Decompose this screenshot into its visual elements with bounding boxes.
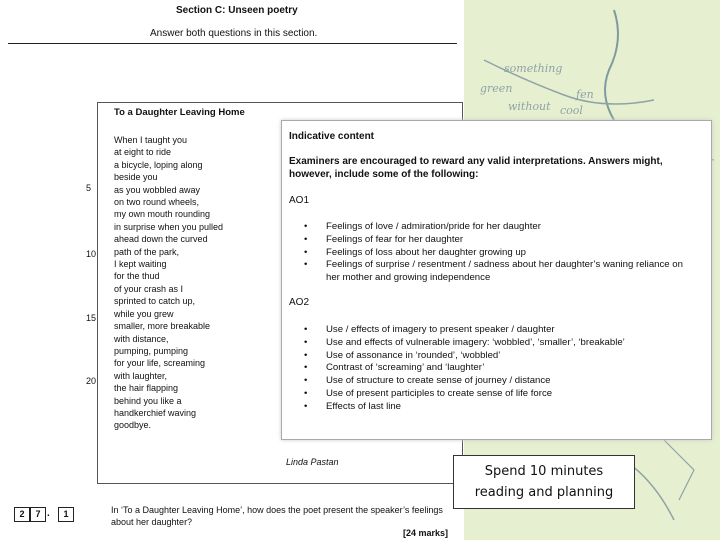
question-text: In ‘To a Daughter Leaving Home’, how does the poet present the speaker’s feelings about her daughter? bbox=[111, 505, 443, 527]
poem-line: the hair flapping bbox=[114, 383, 179, 394]
poem-line: for the thud bbox=[114, 271, 160, 282]
ao2-item: • Use and effects of vulnerable imagery: ‘wobbled’, ‘smaller’, ‘breakable’ bbox=[312, 337, 692, 350]
poem-line: ahead down the curved bbox=[114, 234, 208, 245]
indicative-content-intro: Examiners are encouraged to reward any valid interpretations. Answers might, however, include some of the following: bbox=[289, 156, 663, 180]
background-word: green bbox=[480, 82, 513, 95]
ao2-item: • Use of present participles to create sense of life force bbox=[312, 388, 692, 401]
line-number: 15 bbox=[86, 313, 97, 323]
poem-line: with distance, bbox=[114, 333, 169, 344]
background-word: something bbox=[504, 62, 563, 75]
ao1-item: • Feelings of love / admiration/pride for her daughter bbox=[312, 221, 692, 234]
poem-lines bbox=[114, 134, 223, 432]
poem-line: behind you like a bbox=[114, 395, 182, 406]
ao2-heading: AO2 bbox=[289, 297, 310, 308]
ao2-list bbox=[312, 324, 692, 414]
poem-line: while you grew bbox=[114, 308, 174, 319]
ao2-item: • Effects of last line bbox=[312, 401, 692, 414]
question-number-separator: . bbox=[47, 508, 50, 519]
poem-line: handkerchief waving bbox=[114, 407, 197, 418]
ao2-item: • Use / effects of imagery to present speaker / daughter bbox=[312, 324, 692, 337]
header-divider bbox=[8, 43, 457, 44]
background-word: fen bbox=[576, 88, 594, 101]
poem-line: in surprise when you pulled bbox=[114, 221, 224, 232]
background-word: cool bbox=[560, 104, 583, 117]
poem-line: of your crash as I bbox=[114, 283, 184, 294]
ao1-item: • Feelings of loss about her daughter growing up bbox=[312, 247, 692, 260]
section-instruction: Answer both questions in this section. bbox=[150, 28, 318, 39]
background-word: without bbox=[508, 100, 551, 113]
indicative-content-title: Indicative content bbox=[289, 131, 375, 142]
poem-line: with laughter, bbox=[114, 370, 168, 381]
ao2-item: • Contrast of ‘screaming’ and ‘laughter’ bbox=[312, 362, 692, 375]
poem-line: a bicycle, loping along bbox=[114, 159, 203, 170]
poem-line: on two round wheels, bbox=[114, 197, 200, 208]
section-title: Section C: Unseen poetry bbox=[176, 5, 298, 16]
timing-callout bbox=[453, 455, 635, 509]
poem-line: as you wobbled away bbox=[114, 184, 201, 195]
poem-line: When I taught you bbox=[114, 135, 188, 145]
question-marks: [24 marks] bbox=[403, 528, 449, 538]
ao2-item: • Use of assonance in ‘rounded’, ‘wobbled’ bbox=[312, 350, 692, 363]
poem-line: beside you bbox=[114, 172, 158, 183]
poem-title: To a Daughter Leaving Home bbox=[114, 107, 245, 118]
ao1-heading: AO1 bbox=[289, 195, 310, 206]
poem-line: pumping, pumping bbox=[114, 345, 189, 356]
poem-line: path of the park, bbox=[114, 246, 180, 257]
question-number-box: 1 bbox=[58, 507, 74, 522]
timing-callout-line: Spend 10 minutes bbox=[484, 464, 604, 479]
line-number: 5 bbox=[86, 183, 92, 193]
poem-line: goodbye. bbox=[114, 420, 152, 431]
ao1-item: • Feelings of fear for her daughter bbox=[312, 234, 692, 247]
poem-line: my own mouth rounding bbox=[114, 209, 211, 220]
ao1-list bbox=[312, 221, 692, 285]
question-number-box: 7 bbox=[30, 507, 46, 522]
poem-line: smaller, more breakable bbox=[114, 321, 211, 332]
ao2-item: • Use of structure to create sense of journey / distance bbox=[312, 375, 692, 388]
timing-callout-line: reading and planning bbox=[474, 485, 614, 500]
poem-line: sprinted to catch up, bbox=[114, 296, 196, 307]
line-number: 10 bbox=[86, 249, 97, 259]
line-number: 20 bbox=[86, 376, 97, 386]
poem-line: for your life, screaming bbox=[114, 358, 206, 369]
poem-line: I kept waiting bbox=[114, 259, 167, 270]
ao1-item: • Feelings of surprise / resentment / sadness about her daughter’s waning reliance on her mother and growing independence bbox=[312, 259, 692, 285]
poem-author: Linda Pastan bbox=[286, 457, 339, 467]
question-number-box: 2 bbox=[14, 507, 30, 522]
poem-line: at eight to ride bbox=[114, 147, 172, 158]
